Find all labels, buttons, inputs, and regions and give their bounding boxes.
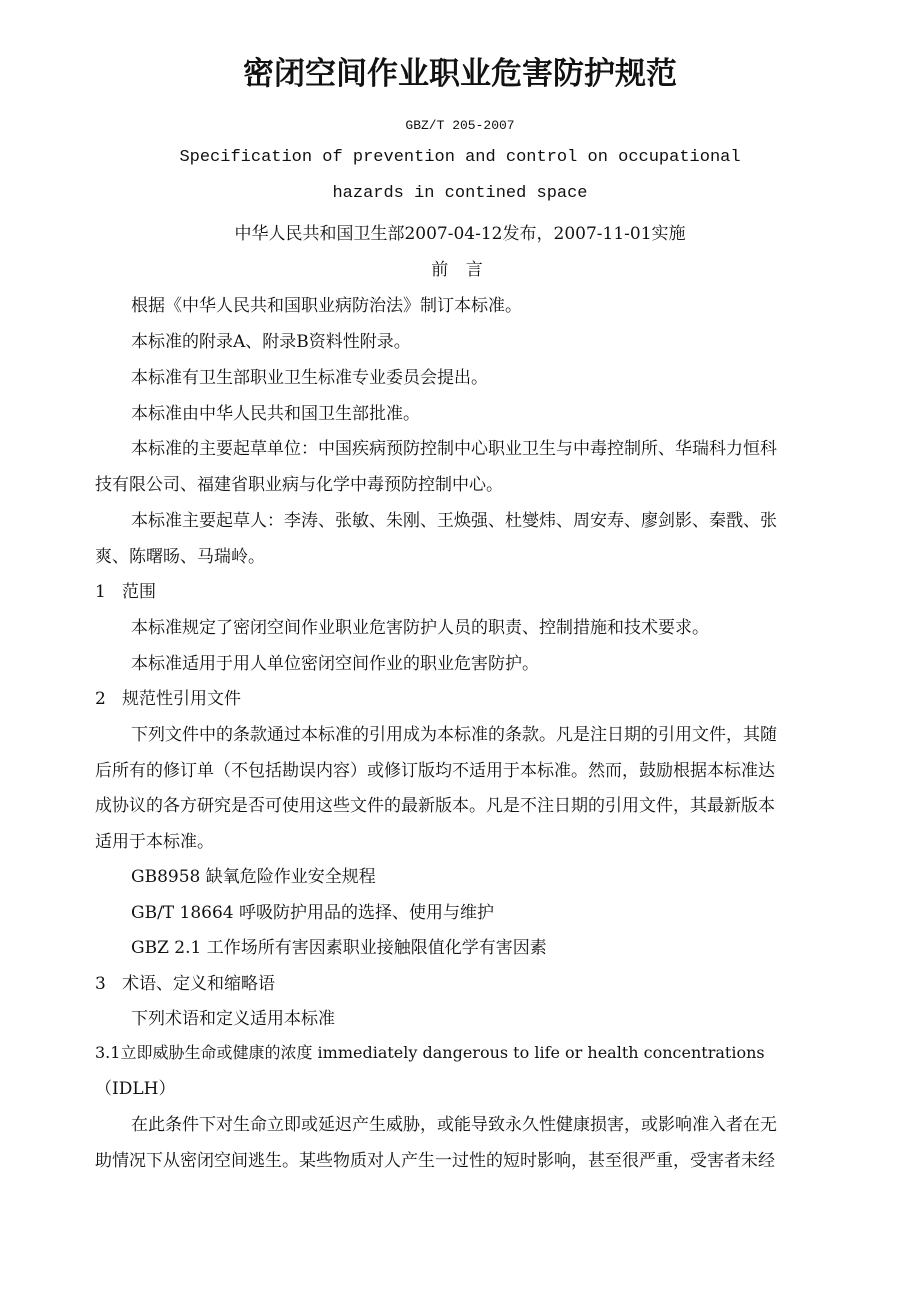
section-2-heading: 2 规范性引用文件 [95,689,242,709]
preface-heading: 前 言 [431,260,489,280]
term-3-1-line-2: （IDLH） [95,1079,176,1099]
term-3-1-line-1: 3.1立即威胁生命或健康的浓度 immediately dangerous to life or health concentrations [95,1043,765,1062]
preface-paragraph-3: 本标准有卫生部职业卫生标准专业委员会提出。 [131,368,488,388]
section-2-paragraph-line-4: 适用于本标准。 [95,832,214,852]
reference-gb8958: GB8958 缺氧危险作业安全规程 [131,867,376,887]
section-2-paragraph-line-3: 成协议的各方研究是否可使用这些文件的最新版本。凡是不注日期的引用文件，其最新版本 [95,796,775,816]
document-title: 密闭空间作业职业危害防护规范 [243,56,677,92]
standard-code: GBZ/T 205-2007 [405,118,515,133]
preface-paragraph-1: 根据《中华人民共和国职业病防治法》制订本标准。 [131,296,522,316]
preface-paragraph-5-line-1: 本标准的主要起草单位：中国疾病预防控制中心职业卫生与中毒控制所、华瑞科力恒科 [131,439,777,459]
term-3-1-definition-line-2: 助情况下从密闭空间逃生。某些物质对人产生一过性的短时影响，甚至很严重，受害者未经 [95,1151,775,1171]
section-1-paragraph-1: 本标准规定了密闭空间作业职业危害防护人员的职责、控制措施和技术要求。 [131,618,709,638]
section-2-paragraph-line-1: 下列文件中的条款通过本标准的引用成为本标准的条款。凡是注日期的引用文件，其随 [131,725,777,745]
reference-gbt18664: GB/T 18664 呼吸防护用品的选择、使用与维护 [131,903,495,923]
term-3-1-definition-line-1: 在此条件下对生命立即或延迟产生威胁，或能导致永久性健康损害，或影响准入者在无 [131,1115,777,1135]
preface-paragraph-6-line-2: 爽、陈曙旸、马瑞岭。 [95,547,265,567]
section-3-intro: 下列术语和定义适用本标准 [131,1009,335,1029]
preface-paragraph-2: 本标准的附录A、附录B资料性附录。 [131,332,411,352]
section-3-heading: 3 术语、定义和缩略语 [95,974,276,994]
english-title-line-2: hazards in contined space [332,184,588,203]
section-1-heading: 1 范围 [95,582,157,602]
section-1-paragraph-2: 本标准适用于用人单位密闭空间作业的职业危害防护。 [131,654,539,674]
preface-paragraph-4: 本标准由中华人民共和国卫生部批准。 [131,404,420,424]
section-2-paragraph-line-2: 后所有的修订单（不包括勘误内容）或修订版均不适用于本标准。然而，鼓励根据本标准达 [95,761,775,781]
preface-paragraph-5-line-2: 技有限公司、福建省职业病与化学中毒预防控制中心。 [95,475,503,495]
english-title-line-1: Specification of prevention and control on occupational [179,148,741,167]
reference-gbz2-1: GBZ 2.1 工作场所有害因素职业接触限值化学有害因素 [131,938,547,958]
preface-paragraph-6-line-1: 本标准主要起草人：李涛、张敏、朱刚、王焕强、杜燮炜、周安寿、廖剑影、秦戬、张 [131,511,777,531]
issue-info: 中华人民共和国卫生部2007-04-12发布，2007-11-01实施 [234,224,686,244]
